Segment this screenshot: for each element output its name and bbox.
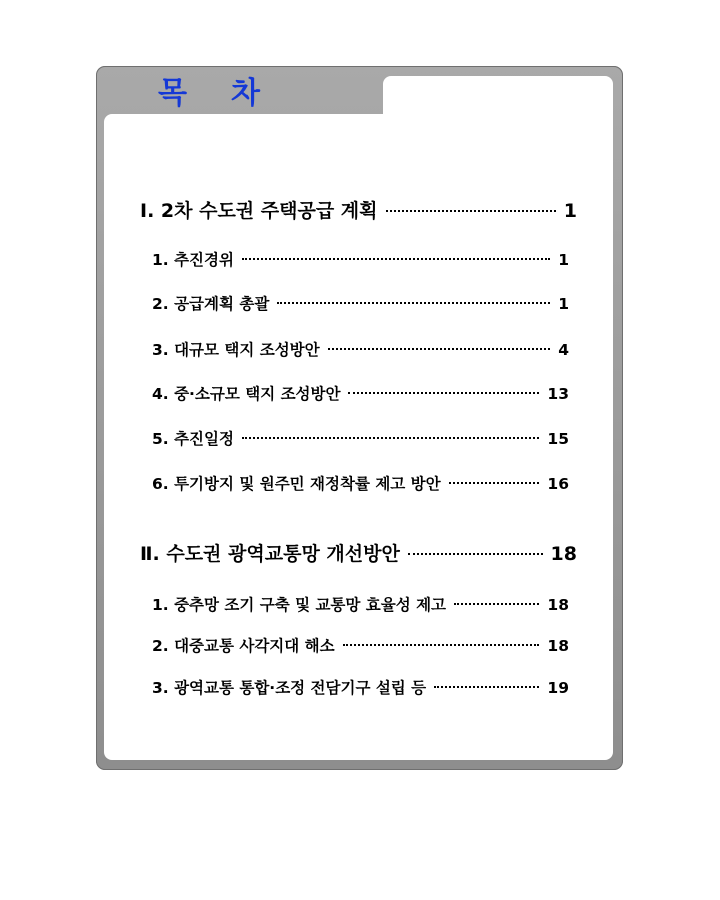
toc-page-number: 13 [547, 385, 569, 403]
toc-page-number: 18 [547, 637, 569, 655]
toc-section-label: Ⅰ. 2차 수도권 주택공급 계획 [140, 200, 378, 222]
toc-item-label: 3. 대규모 택지 조성방안 [152, 341, 320, 359]
toc-item-2-3[interactable] [152, 676, 569, 698]
toc-item-1-6[interactable] [152, 472, 569, 494]
toc-item-2-2[interactable] [152, 634, 569, 656]
toc-page-number: 18 [550, 543, 577, 565]
toc-item-label: 1. 추진경위 [152, 251, 234, 269]
leader-dots [454, 603, 539, 605]
toc-section-1[interactable] [140, 196, 577, 223]
toc-section-2[interactable] [140, 539, 577, 566]
toc-section-label: Ⅱ. 수도권 광역교통망 개선방안 [140, 543, 400, 565]
toc-page-number: 18 [547, 596, 569, 614]
leader-dots [277, 302, 550, 304]
toc-item-1-4[interactable] [152, 382, 569, 404]
title-char-2: 차 [231, 76, 260, 111]
toc-page-number: 19 [547, 679, 569, 697]
title-char-1: 목 [158, 76, 187, 111]
toc-page-number: 16 [547, 475, 569, 493]
toc-item-1-3[interactable] [152, 338, 569, 360]
toc-page-number: 1 [558, 295, 569, 313]
toc-item-label: 3. 광역교통 통합·조정 전담기구 설립 등 [152, 679, 427, 697]
leader-dots [408, 553, 543, 555]
toc-item-label: 6. 투기방지 및 원주민 재정착률 제고 방안 [152, 475, 441, 493]
toc-page-number: 4 [558, 341, 569, 359]
leader-dots [434, 686, 539, 688]
leader-dots [242, 258, 550, 260]
leader-dots [328, 348, 551, 350]
toc-item-1-1[interactable] [152, 248, 569, 270]
leader-dots [348, 392, 539, 394]
toc-item-1-2[interactable] [152, 292, 569, 314]
toc-item-label: 4. 중·소규모 택지 조성방안 [152, 385, 341, 403]
toc-item-1-5[interactable] [152, 427, 569, 449]
toc-page-number: 1 [558, 251, 569, 269]
leader-dots [386, 210, 556, 212]
toc-page-number: 15 [547, 430, 569, 448]
leader-dots [343, 644, 540, 646]
leader-dots [449, 482, 540, 484]
leader-dots [242, 437, 539, 439]
toc-item-2-1[interactable] [152, 593, 569, 615]
toc-page-number: 1 [563, 200, 577, 222]
toc-item-label: 1. 중추망 조기 구축 및 교통망 효율성 제고 [152, 596, 447, 614]
toc-item-label: 2. 대중교통 사각지대 해소 [152, 637, 335, 655]
toc-item-label: 2. 공급계획 총괄 [152, 295, 270, 313]
frame-tab-notch [383, 76, 613, 116]
toc-item-label: 5. 추진일정 [152, 430, 234, 448]
